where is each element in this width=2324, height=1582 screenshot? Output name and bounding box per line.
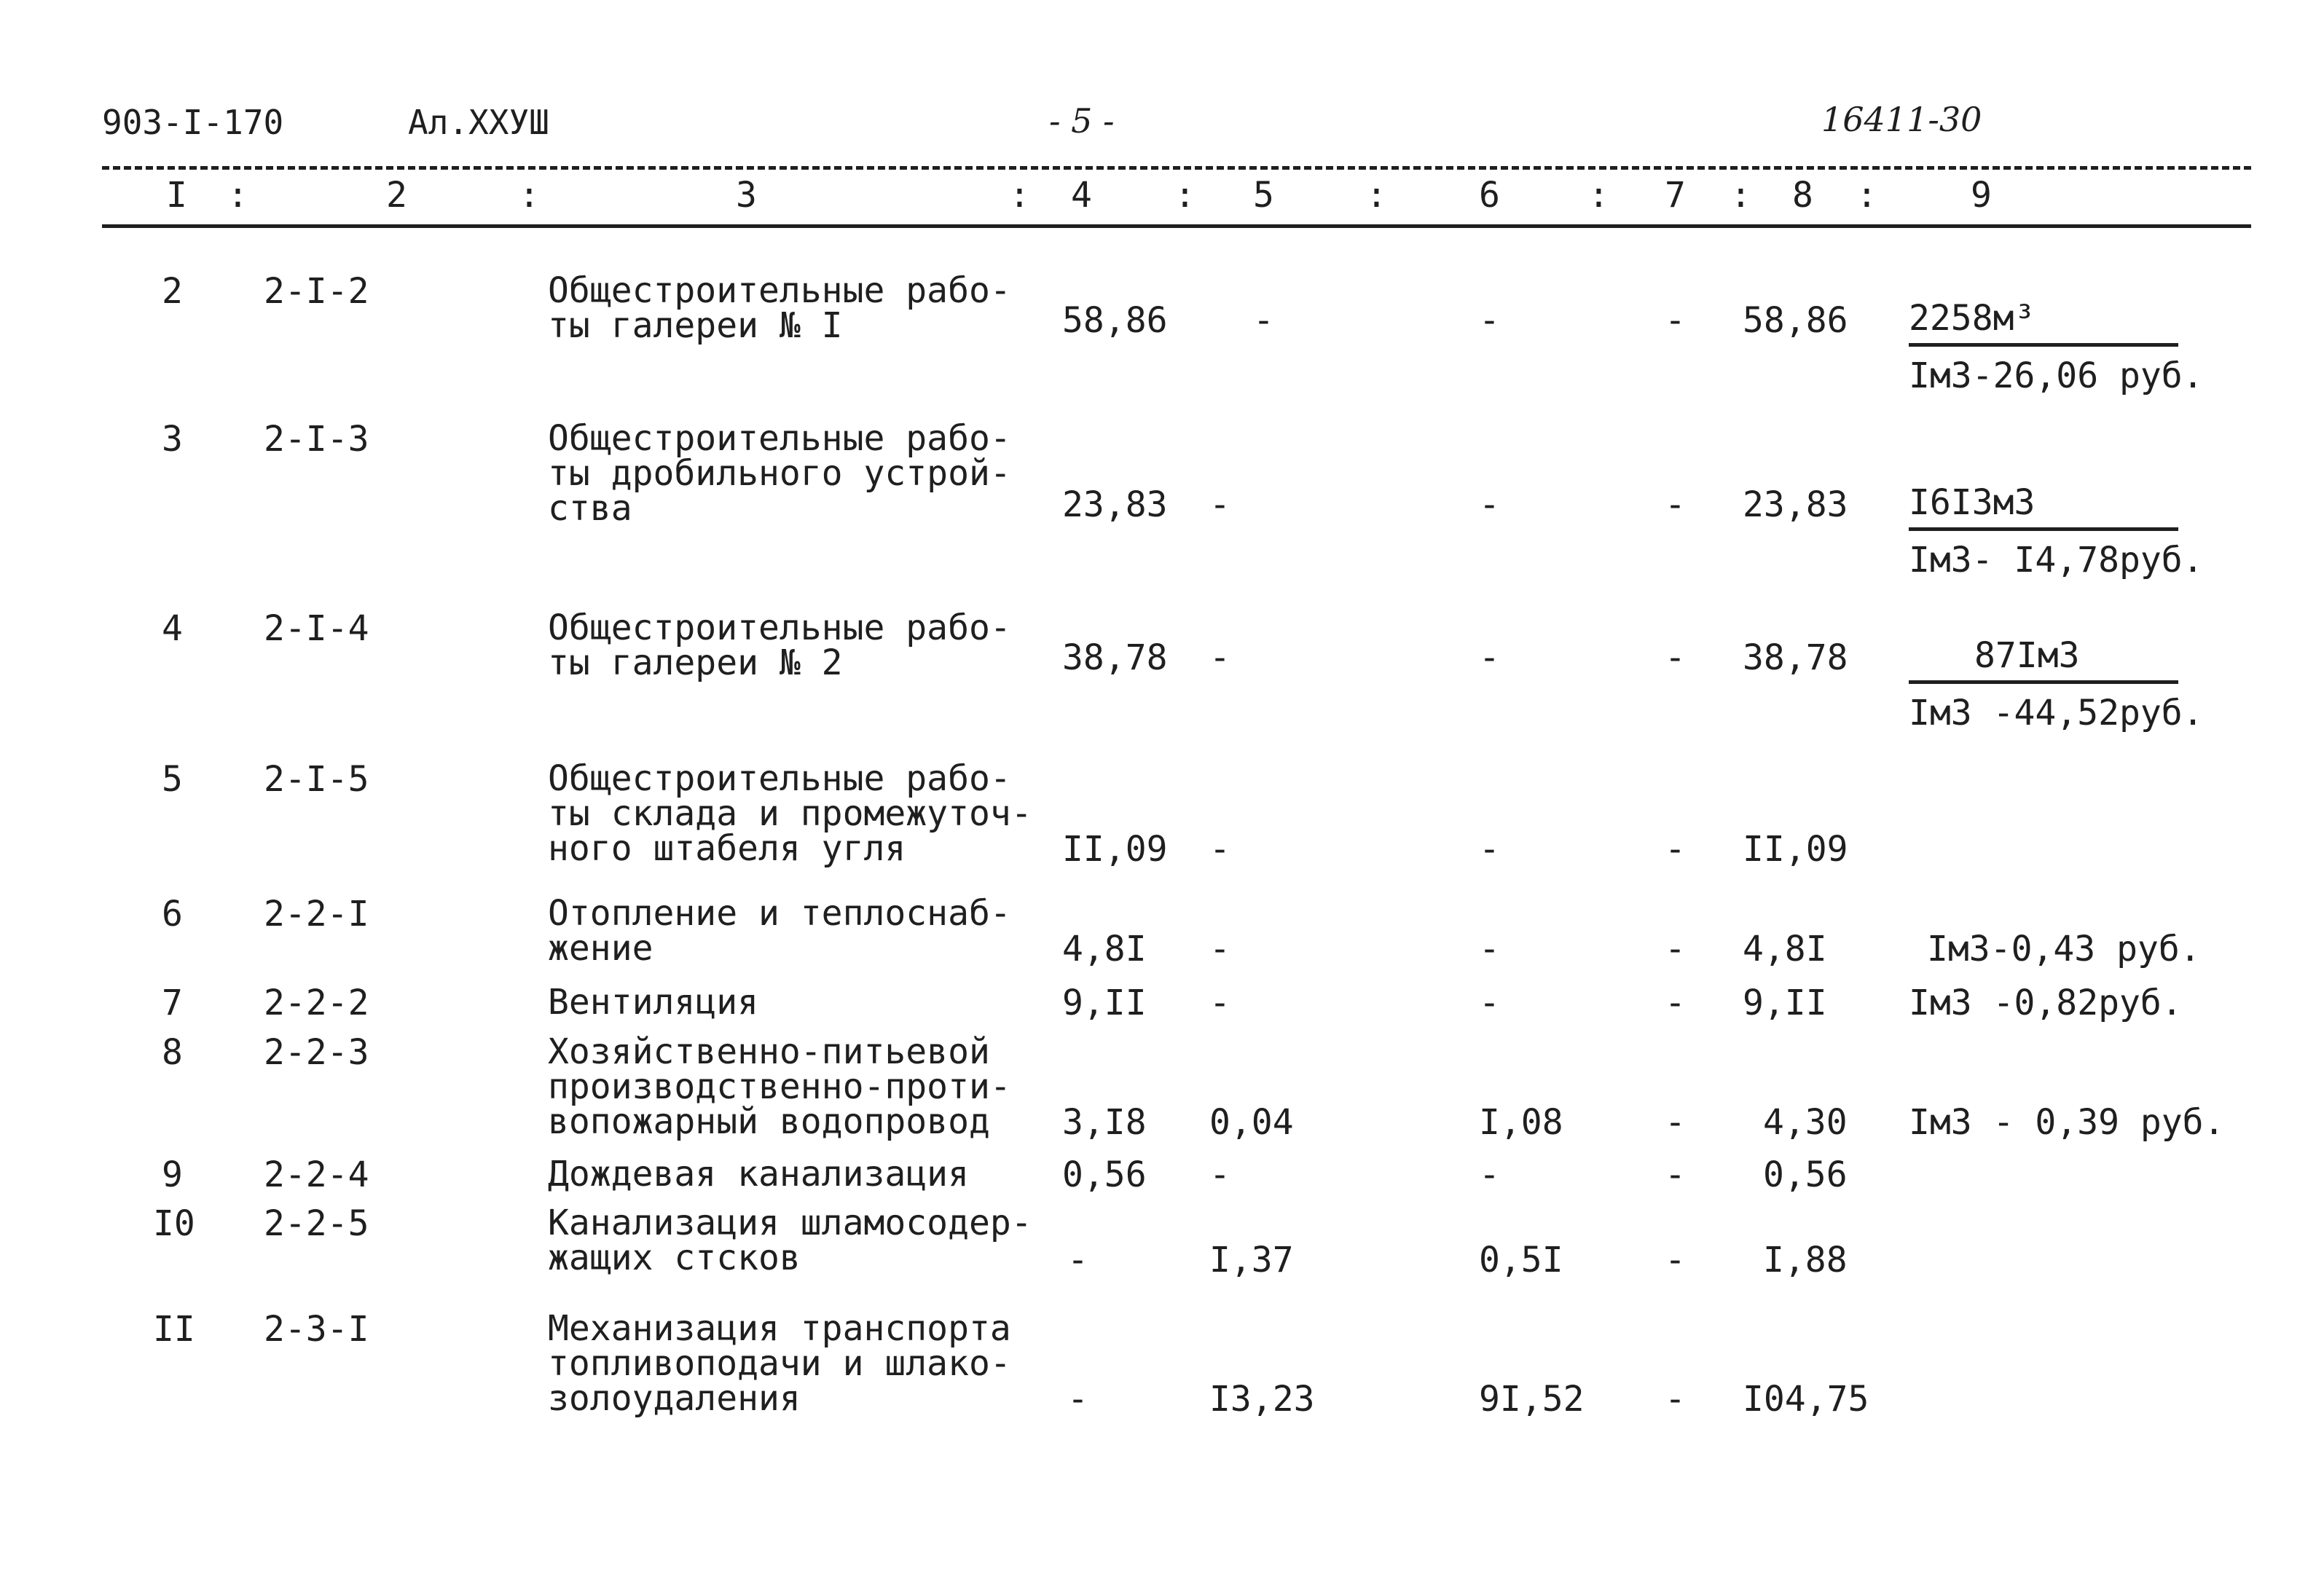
row-note-fraction [1909, 298, 2204, 396]
note-unit-cost: Iм3- I4,78руб. [1909, 540, 2204, 581]
row-col-6: - [1479, 983, 1500, 1023]
note-unit-cost: Iм3-26,06 руб. [1909, 355, 2204, 396]
note-volume: 2258м³ [1909, 298, 2036, 339]
row-col-7: - [1665, 1154, 1686, 1195]
row-col-8: I04,75 [1743, 1379, 1869, 1420]
row-col-6: 0,5I [1479, 1240, 1563, 1280]
row-number: 4 [162, 608, 183, 649]
row-col-7: - [1665, 1102, 1686, 1143]
row-col-5: - [1209, 1154, 1230, 1195]
album-number: Ал.ХХУШ [408, 103, 549, 142]
row-col-4: 9,II [1062, 983, 1147, 1023]
row-number: 2 [162, 271, 183, 312]
row-number: 6 [162, 894, 183, 934]
row-number: I0 [153, 1203, 195, 1244]
column-separator: : [519, 175, 540, 216]
row-number: 7 [162, 983, 183, 1023]
note-unit-cost: Iм3 -44,52руб. [1909, 693, 2204, 733]
row-col-8: I,88 [1763, 1240, 1848, 1280]
note-volume: 87Iм3 [1974, 635, 2080, 676]
row-col-8: II,09 [1743, 829, 1848, 870]
row-code: 2-3-I [264, 1309, 369, 1350]
row-col-7: - [1665, 1240, 1686, 1280]
row-code: 2-2-2 [264, 983, 369, 1023]
column-number-5: 5 [1253, 175, 1274, 216]
row-col-6: I,08 [1479, 1102, 1563, 1143]
row-col-7: - [1665, 300, 1686, 341]
row-description: Механизация транспорта топливоподачи и шлако- золоудаления [548, 1308, 1011, 1419]
row-description: Общестроительные рабо- ты галереи № 2 [548, 607, 1011, 683]
column-separator: : [1730, 175, 1751, 216]
row-col-4: 4,8I [1062, 929, 1147, 969]
row-number: 5 [162, 759, 183, 800]
row-col-7: - [1665, 983, 1686, 1023]
row-col-6: - [1479, 829, 1500, 870]
column-number-9: 9 [1971, 175, 1992, 216]
row-col-6: - [1479, 929, 1500, 969]
row-col-4: 3,I8 [1062, 1102, 1147, 1143]
row-description: Отопление и теплоснаб- жение [548, 893, 1011, 969]
column-separator: : [227, 175, 248, 216]
row-description: Вентиляция [548, 982, 758, 1023]
column-number-6: 6 [1479, 175, 1500, 216]
column-number-1: I [166, 175, 187, 216]
project-code: 903-I-170 [102, 103, 284, 142]
row-number: 8 [162, 1032, 183, 1073]
row-note-fraction [1909, 482, 2204, 581]
row-col-7: - [1665, 929, 1686, 969]
fraction-bar [1909, 680, 2178, 684]
row-col-5: - [1209, 484, 1230, 525]
row-code: 2-2-4 [264, 1154, 369, 1195]
column-number-2: 2 [386, 175, 407, 216]
row-col-5: - [1209, 829, 1230, 870]
row-description: Общестроительные рабо- ты дробильного устрой- ства [548, 418, 1011, 529]
row-col-8: 38,78 [1743, 637, 1848, 678]
row-col-7: - [1665, 1379, 1686, 1420]
row-col-5: - [1209, 637, 1230, 678]
row-code: 2-I-5 [264, 759, 369, 800]
row-col-8: 23,83 [1743, 484, 1848, 525]
row-number: 3 [162, 419, 183, 460]
note-volume: I6I3м3 [1909, 482, 2036, 523]
row-col-4: II,09 [1062, 829, 1168, 870]
row-description: Хозяйственно-питьевой производственно-проти- вопожарный водопровод [548, 1031, 1011, 1142]
row-description: Канализация шламосодер- жащих стсков [548, 1203, 1032, 1278]
row-col-4: - [1067, 1240, 1088, 1280]
row-col-6: - [1479, 1154, 1500, 1195]
row-col-4: - [1067, 1379, 1088, 1420]
row-col-5: - [1209, 983, 1230, 1023]
row-number: 9 [162, 1154, 183, 1195]
row-col-4: 0,56 [1062, 1154, 1147, 1195]
row-col-4: 38,78 [1062, 637, 1168, 678]
column-number-3: 3 [736, 175, 757, 216]
column-number-4: 4 [1071, 175, 1092, 216]
row-col-5: - [1209, 929, 1230, 969]
row-number: II [153, 1309, 195, 1350]
column-separator: : [1174, 175, 1196, 216]
row-note: Iм3 -0,82руб. [1909, 983, 2183, 1023]
row-col-4: 23,83 [1062, 484, 1168, 525]
column-separator: : [1856, 175, 1877, 216]
row-col-5: I,37 [1209, 1240, 1294, 1280]
row-col-5: 0,04 [1209, 1102, 1294, 1143]
row-col-8: 4,8I [1743, 929, 1827, 969]
row-col-5: I3,23 [1209, 1379, 1315, 1420]
column-separator: : [1588, 175, 1609, 216]
row-col-8: 58,86 [1743, 300, 1848, 341]
row-col-8: 0,56 [1763, 1154, 1848, 1195]
row-code: 2-I-3 [264, 419, 369, 460]
row-col-4: 58,86 [1062, 300, 1168, 341]
row-col-7: - [1665, 484, 1686, 525]
row-description: Общестроительные рабо- ты склада и промежуточ- ного штабеля угля [548, 758, 1032, 869]
row-code: 2-2-3 [264, 1032, 369, 1073]
row-col-5: - [1253, 300, 1274, 341]
column-number-8: 8 [1792, 175, 1813, 216]
column-number-7: 7 [1665, 175, 1686, 216]
column-separator: : [1366, 175, 1387, 216]
row-col-7: - [1665, 637, 1686, 678]
row-code: 2-2-I [264, 894, 369, 934]
fraction-bar [1909, 343, 2178, 347]
row-note: Iм3 - 0,39 руб. [1909, 1102, 2225, 1143]
row-col-8: 9,II [1743, 983, 1827, 1023]
row-description: Дождевая канализация [548, 1154, 969, 1195]
fraction-bar [1909, 527, 2178, 531]
row-code: 2-I-2 [264, 271, 369, 312]
row-col-6: - [1479, 484, 1500, 525]
row-code: 2-2-5 [264, 1203, 369, 1244]
page-number: - 5 - [1049, 101, 1115, 141]
row-col-7: - [1665, 829, 1686, 870]
row-description: Общестроительные рабо- ты галереи № I [548, 270, 1011, 346]
row-col-8: 4,30 [1763, 1102, 1848, 1143]
row-col-6: 9I,52 [1479, 1379, 1585, 1420]
column-separator: : [1009, 175, 1030, 216]
document-number: 16411-30 [1821, 100, 1982, 139]
row-code: 2-I-4 [264, 608, 369, 649]
row-note: Iм3-0,43 руб. [1927, 929, 2201, 969]
row-col-6: - [1479, 637, 1500, 678]
row-note-fraction [1909, 635, 2204, 733]
row-col-6: - [1479, 300, 1500, 341]
